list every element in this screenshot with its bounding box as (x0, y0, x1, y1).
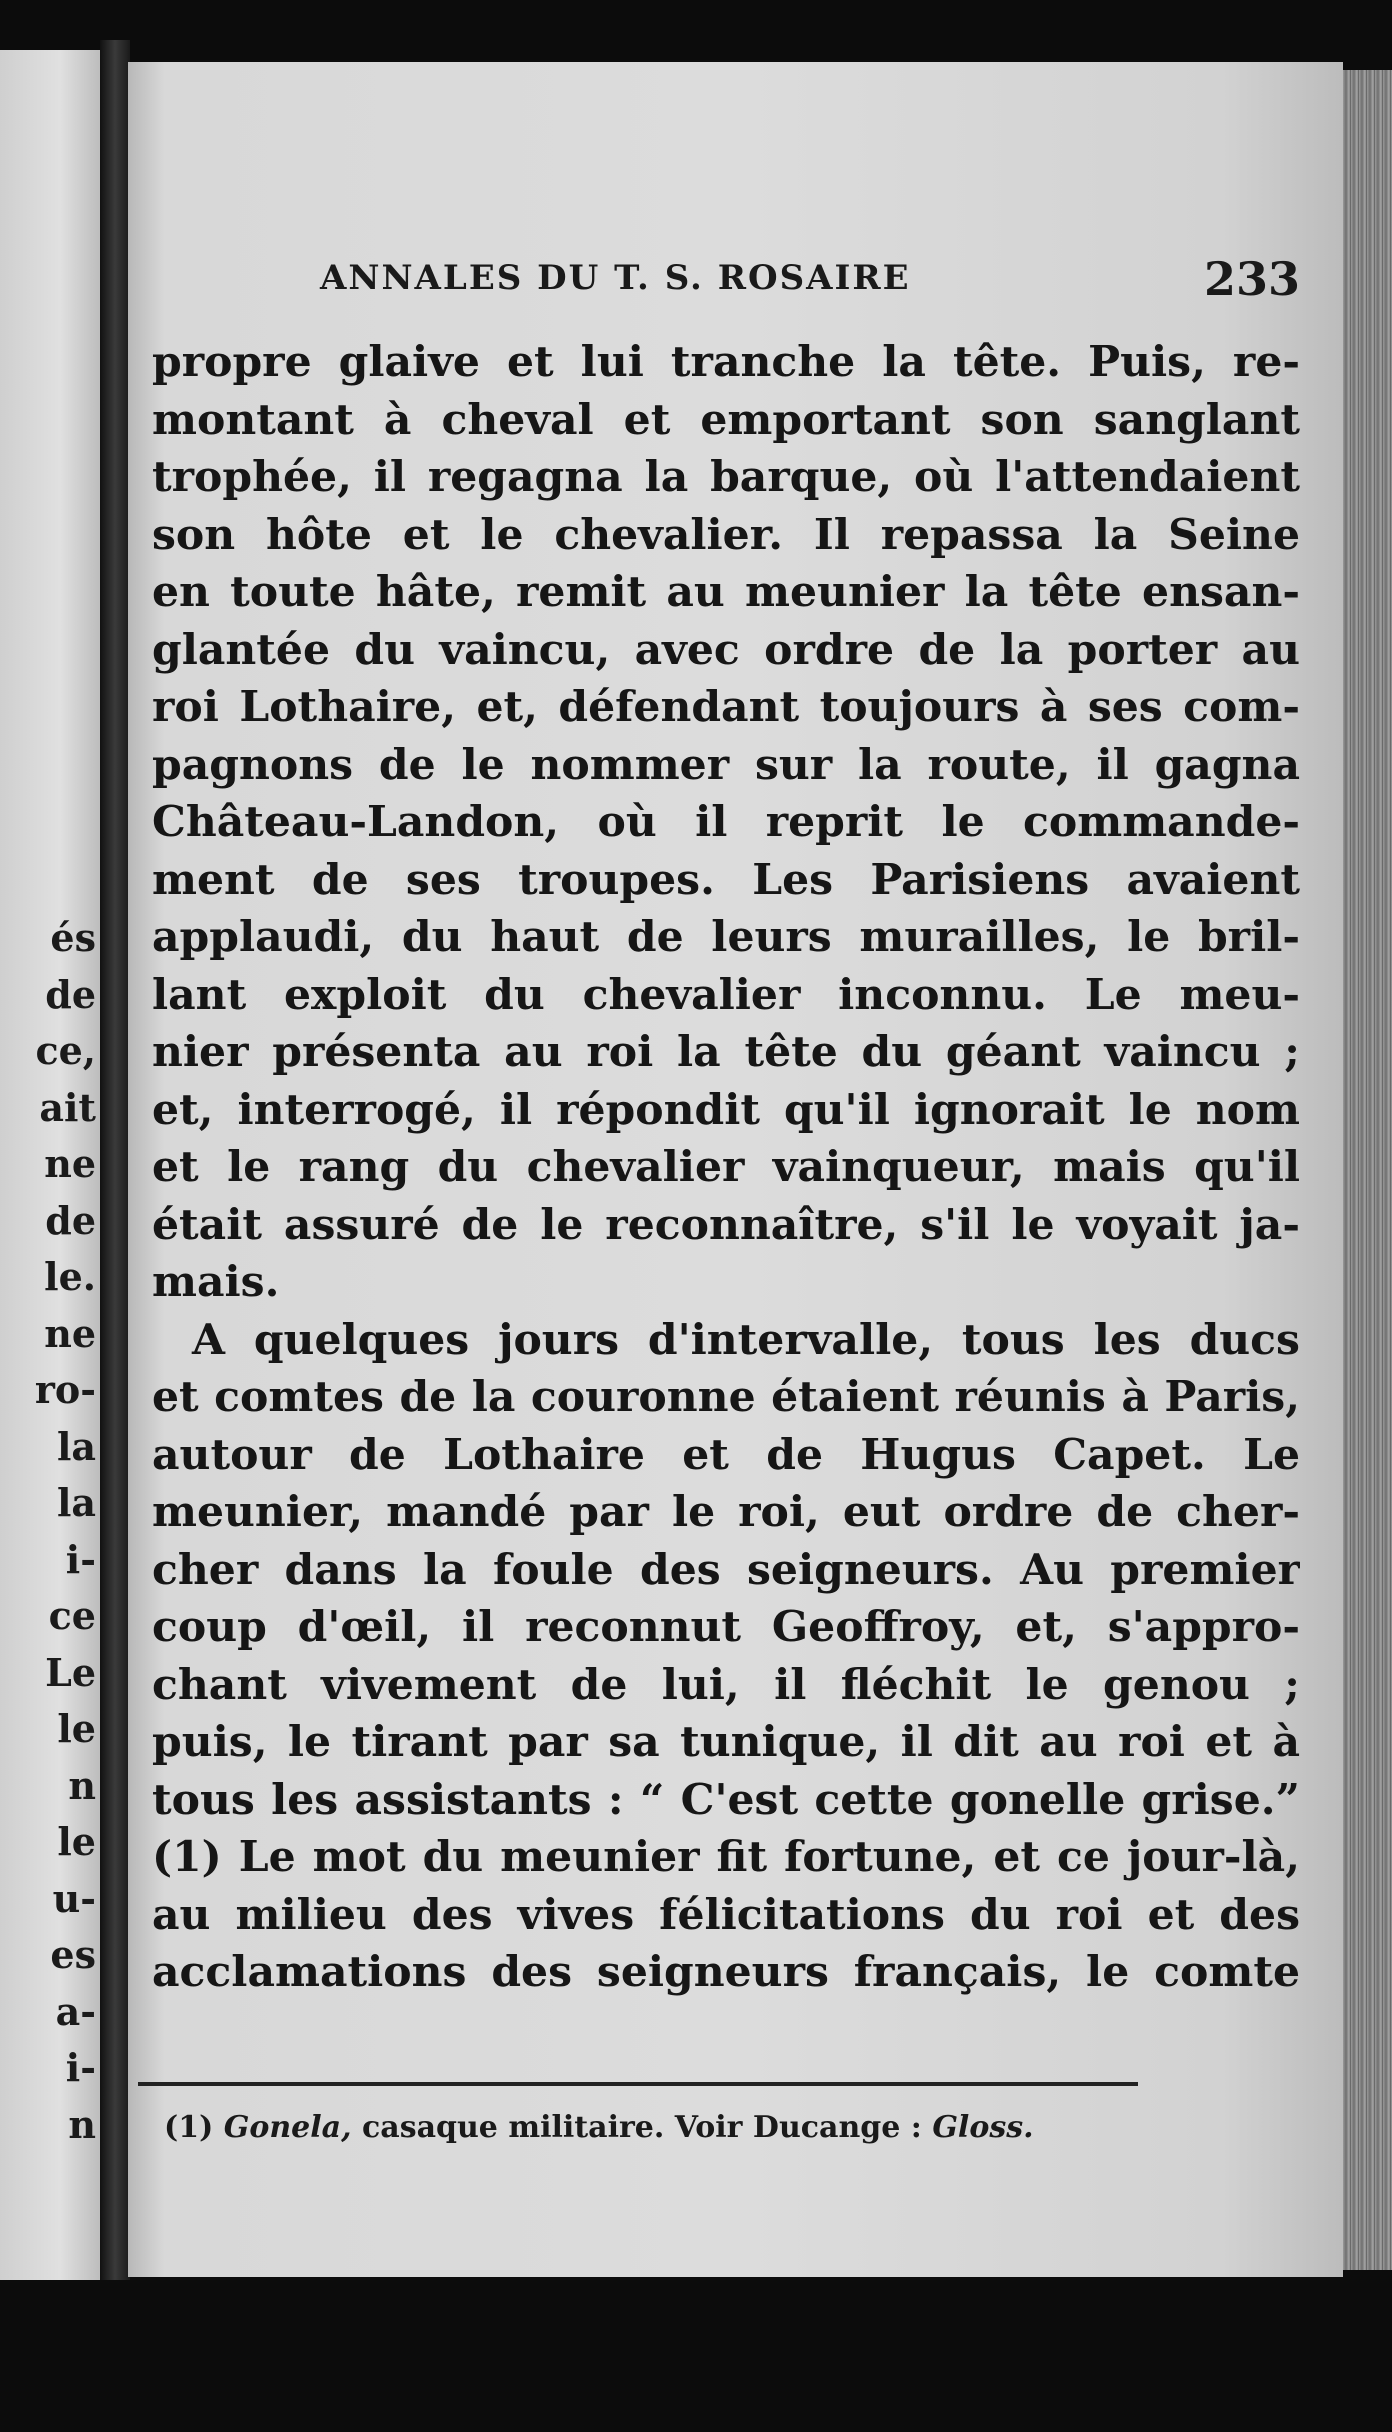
left-fragment: Le (45, 1649, 96, 1695)
text-line: chant vivement de lui, il fléchit le genou ; (152, 1659, 1300, 1710)
left-fragment: u- (52, 1875, 96, 1921)
left-fragment: ne (44, 1141, 96, 1186)
footnote-marker: (1) (164, 2110, 214, 2145)
text-line: autour de Lothaire et de Hugus Capet. Le (152, 1429, 1300, 1480)
left-fragment: n (68, 2101, 96, 2147)
footnote-term: Gonela, (223, 2110, 352, 2145)
footnote-text: casaque militaire. Voir Ducange : (361, 2110, 922, 2145)
left-fragment: i- (65, 1536, 96, 1582)
page-number: 233 (1203, 252, 1300, 306)
left-page-fragments (0, 910, 100, 2153)
text-line: au milieu des vives félicitations du roi et des (152, 1889, 1300, 1940)
left-fragment: ait (39, 1084, 96, 1130)
text-line: coup d'œil, il reconnut Geoffroy, et, s'appro- (152, 1602, 1300, 1652)
left-fragment: es (50, 1932, 96, 1977)
text-line: roi Lothaire, et, défendant toujours à ses com- (152, 682, 1300, 732)
left-fragment: le (57, 1706, 96, 1751)
text-line: était assuré de le reconnaître, s'il le voyait ja- (152, 1199, 1300, 1250)
text-line: applaudi, du haut de leurs murailles, le bril- (152, 912, 1300, 962)
left-fragment: ce (48, 1593, 96, 1638)
running-title: ANNALES DU T. S. ROSAIRE (320, 258, 911, 298)
text-line: montant à cheval et emportant son sanglant (152, 394, 1300, 445)
text-line: trophée, il regagna la barque, où l'attendaient (152, 452, 1300, 502)
text-line: pagnons de le nommer sur la route, il gagna (152, 739, 1300, 790)
left-fragment: i- (65, 2045, 96, 2090)
text-line: et, interrogé, il répondit qu'il ignorait le nom (152, 1084, 1300, 1135)
left-fragment: ce, (35, 1028, 96, 1073)
text-line: lant exploit du chevalier inconnu. Le meu- (152, 969, 1300, 1020)
text-line: Château-Landon, où il reprit le commande- (152, 797, 1300, 847)
text-line: nier présenta au roi la tête du géant vaincu ; (152, 1027, 1300, 1077)
left-fragment: le (57, 1819, 96, 1864)
left-fragment: a- (55, 1988, 96, 2034)
text-line: tous les assistants : “ C'est cette gonelle grise.” (152, 1774, 1300, 1825)
text-line: glantée du vaincu, avec ordre de la porter au (152, 624, 1300, 675)
page-edges (1343, 70, 1392, 2270)
left-fragment: ne (44, 1310, 96, 1356)
text-line: (1) Le mot du meunier fit fortune, et ce jour-là, (152, 1832, 1300, 1882)
left-fragment: de (45, 1197, 96, 1243)
text-line: et comtes de la couronne étaient réunis à Paris, (152, 1372, 1300, 1422)
scan-background (0, 2280, 1392, 2432)
text-line: mais. (152, 1257, 280, 1307)
page-header (128, 252, 1300, 318)
text-line: cher dans la foule des seigneurs. Au premier (152, 1544, 1300, 1595)
text-line: meunier, mandé par le roi, eut ordre de cher- (152, 1487, 1300, 1537)
left-fragment: és (50, 915, 96, 960)
left-fragment: la (56, 1480, 96, 1525)
footnote-ref: Gloss. (932, 2110, 1034, 2145)
body-text (152, 334, 1300, 2002)
left-fragment: n (68, 1762, 96, 1808)
book-page (128, 62, 1343, 2277)
left-fragment: la (56, 1423, 96, 1469)
text-line: A quelques jours d'intervalle, tous les ducs (192, 1314, 1300, 1365)
left-fragment: de (45, 971, 96, 1017)
text-line: puis, le tirant par sa tunique, il dit au roi et à (152, 1717, 1300, 1767)
text-line: et le rang du chevalier vainqueur, mais qu'il (152, 1142, 1300, 1192)
text-line: son hôte et le chevalier. Il repassa la Seine (152, 509, 1300, 560)
text-line: en toute hâte, remit au meunier la tête ensan- (152, 567, 1300, 617)
left-page-edge (0, 50, 100, 2290)
left-fragment: le. (44, 1254, 96, 1299)
text-line: ment de ses troupes. Les Parisiens avaient (152, 854, 1300, 905)
footnote-rule (138, 2082, 1138, 2086)
left-fragment: ro- (34, 1367, 96, 1412)
text-line: propre glaive et lui tranche la tête. Puis, re- (152, 337, 1300, 387)
book-gutter (100, 40, 130, 2300)
text-line: acclamations des seigneurs français, le comte (152, 1947, 1300, 1997)
footnote (164, 2110, 1034, 2145)
